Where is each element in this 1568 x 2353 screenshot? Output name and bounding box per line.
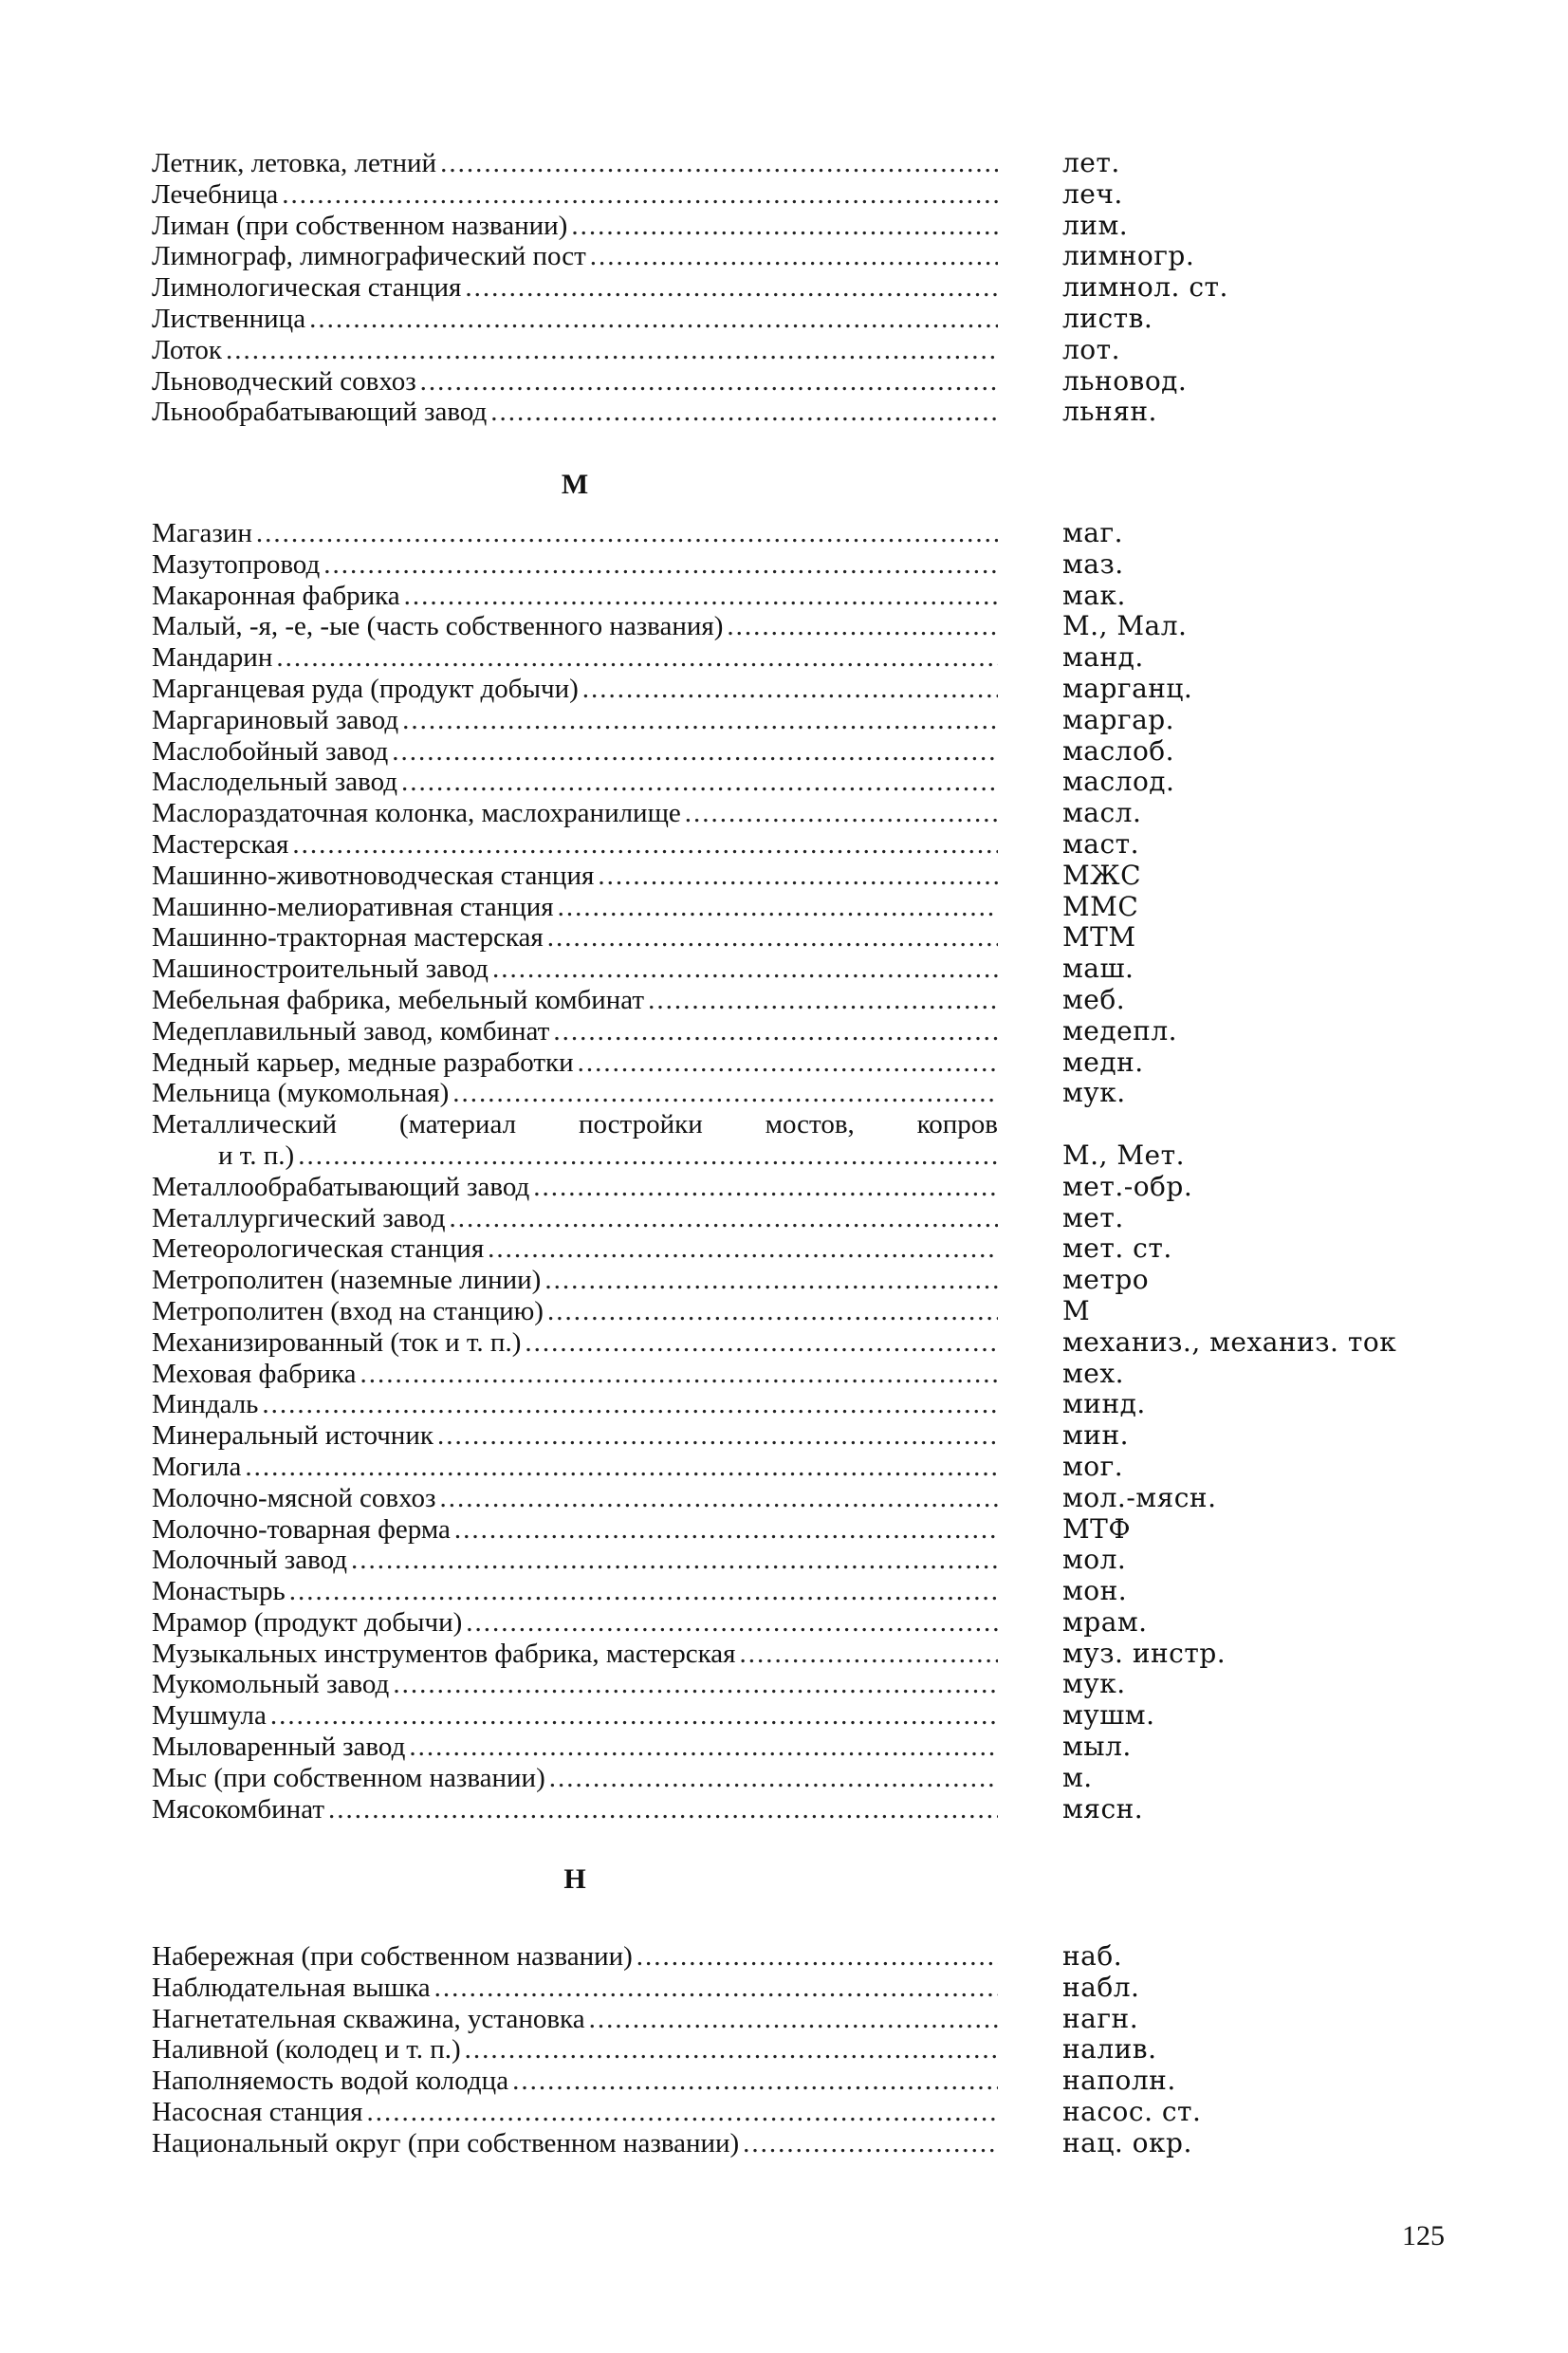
entry-term-wrap — [152, 1265, 998, 1296]
entry-term: Могила — [152, 1451, 242, 1482]
entry-term: Наливной (колодец и т. п.) — [152, 2034, 461, 2066]
entry-term-wrap — [152, 1452, 998, 1483]
entry-term-wrap — [152, 1732, 998, 1763]
entry-term-wrap — [152, 1973, 998, 2004]
entry-term: Машинно-животноводческая станция — [152, 860, 595, 891]
entry-term-wrap — [152, 366, 998, 398]
entry-term-wrap — [152, 1763, 998, 1794]
entry-term-wrap — [152, 304, 998, 335]
entry-term: Мрамор (продукт добычи) — [152, 1606, 463, 1638]
entry-term-wrap — [152, 954, 998, 985]
entry-term-wrap — [152, 736, 998, 768]
entry-term-wrap — [152, 829, 998, 861]
entry-term: Малый, -я, -е, -ые (часть собственного названия) — [152, 611, 724, 642]
entry-abbreviation: маш. — [1062, 953, 1134, 985]
entry-term-wrap — [152, 1296, 998, 1327]
dot-leader — [351, 1545, 998, 1576]
dot-leader — [440, 148, 998, 179]
entry-term-wrap — [152, 611, 998, 642]
entry-term: Наблюдательная вышка — [152, 1972, 431, 2003]
entry-term: Мельница (мукомольная) — [152, 1078, 450, 1109]
entry-term: Минеральный источник — [152, 1420, 434, 1452]
entry-row — [152, 705, 1423, 736]
entry-term-wrap — [152, 1514, 998, 1546]
entry-term: Мыловаренный завод — [152, 1732, 406, 1763]
entry-abbreviation: механиз., механиз. ток — [1062, 1325, 1397, 1358]
entry-term: Маслораздаточная колонка, маслохранилище — [152, 798, 681, 829]
entry-abbreviation: лимногр. — [1062, 240, 1195, 272]
entry-row — [152, 1359, 1423, 1390]
entry-abbreviation: льнян. — [1062, 396, 1157, 428]
dot-leader — [298, 1140, 998, 1172]
entry-abbreviation: мрам. — [1062, 1605, 1148, 1638]
entry-abbreviation: маст. — [1062, 827, 1140, 860]
entry-abbreviation: ММС — [1062, 890, 1139, 922]
dot-leader — [409, 1732, 998, 1763]
entry-term-wrap — [152, 1545, 998, 1576]
entry-abbreviation: лим. — [1062, 209, 1129, 241]
dot-leader — [226, 335, 998, 366]
dot-leader — [533, 1172, 998, 1203]
entry-row — [152, 1109, 1423, 1140]
entry-term: Металлический (материал постройки мостов, копров — [152, 1109, 998, 1140]
dot-leader — [685, 798, 998, 829]
entry-term-wrap — [152, 705, 998, 736]
entry-term: Магазин — [152, 518, 252, 548]
entry-term-wrap — [152, 211, 998, 242]
entry-term: Мастерская — [152, 828, 289, 860]
entry-term-wrap — [152, 798, 998, 829]
entry-row — [152, 1973, 1423, 2004]
dot-leader — [648, 985, 998, 1016]
dot-leader — [420, 366, 998, 398]
dot-leader — [465, 272, 998, 304]
entry-term: Медеплавильный завод, комбинат — [152, 1015, 550, 1047]
dot-leader — [571, 211, 998, 242]
entry-abbreviation: мет.-обр. — [1062, 1170, 1193, 1202]
entry-term-wrap — [152, 1047, 998, 1079]
entry-abbreviation: мук. — [1062, 1077, 1126, 1109]
entry-term: Лечебница — [152, 178, 279, 210]
entry-abbreviation: медепл. — [1062, 1014, 1178, 1047]
entry-term: Лиман (при собственном названии) — [152, 210, 568, 241]
entry-term-wrap — [152, 148, 998, 179]
entry-term: Маслодельный завод — [152, 767, 398, 798]
entry-row — [152, 1452, 1423, 1483]
entry-abbreviation: М — [1062, 1294, 1091, 1326]
entry-row — [152, 2128, 1423, 2159]
entry-abbreviation: лет. — [1062, 147, 1120, 178]
entry-term: Макаронная фабрика — [152, 580, 400, 611]
entry-term: Машинно-тракторная мастерская — [152, 922, 544, 954]
dot-leader — [270, 1700, 998, 1732]
entry-abbreviation: лот. — [1062, 333, 1121, 365]
entry-abbreviation: мук. — [1062, 1668, 1126, 1700]
entry-abbreviation: марганц. — [1062, 672, 1193, 704]
entry-row — [152, 829, 1423, 861]
dot-leader — [309, 304, 998, 335]
dot-leader — [393, 1669, 998, 1700]
entry-term-wrap — [152, 179, 998, 211]
entry-term-wrap — [152, 892, 998, 923]
dot-leader — [328, 1794, 998, 1825]
entry-term-wrap — [152, 1172, 998, 1203]
entry-term: Метрополитен (наземные линии) — [152, 1265, 542, 1296]
dot-leader — [454, 1514, 998, 1546]
entry-abbreviation: мин. — [1062, 1419, 1130, 1452]
entry-row — [152, 892, 1423, 923]
entry-abbreviation: нагн. — [1062, 2002, 1139, 2034]
entry-row — [152, 335, 1423, 366]
entry-term: Музыкальных инструментов фабрика, мастерская — [152, 1638, 736, 1669]
entry-row — [152, 304, 1423, 335]
entry-row — [152, 861, 1423, 892]
entry-row — [152, 954, 1423, 985]
dot-leader — [740, 1639, 998, 1670]
entry-row — [152, 1483, 1423, 1514]
dot-leader — [402, 705, 998, 736]
entry-row — [152, 1047, 1423, 1079]
dot-leader — [262, 1389, 998, 1420]
entry-term-wrap — [152, 1639, 998, 1670]
entry-row — [152, 674, 1423, 705]
entry-term: Мазутопровод — [152, 548, 321, 580]
entry-term: Медный карьер, медные разработки — [152, 1047, 574, 1078]
entry-term: Насосная станция — [152, 2096, 363, 2127]
entry-term: Маслобойный завод — [152, 735, 389, 767]
entry-row-continuation — [152, 1140, 1423, 1172]
entry-term: Мандарин — [152, 642, 273, 674]
entry-term: Марганцевая руда (продукт добычи) — [152, 673, 579, 704]
dot-leader — [323, 549, 998, 581]
entry-abbreviation: мыл. — [1062, 1731, 1132, 1763]
entry-term: Молочно-товарная ферма — [152, 1513, 451, 1545]
entry-row — [152, 518, 1423, 549]
entry-abbreviation: наполн. — [1062, 2065, 1176, 2097]
entry-term: Льноводческий совхоз — [152, 365, 416, 397]
entry-row — [152, 1669, 1423, 1700]
entry-row — [152, 366, 1423, 398]
entry-term-wrap — [152, 1389, 998, 1420]
entry-abbreviation: мет. ст. — [1062, 1232, 1172, 1265]
entry-row — [152, 2004, 1423, 2035]
dot-leader — [492, 954, 998, 985]
entry-term-wrap — [152, 2034, 998, 2066]
entry-term-wrap — [152, 1607, 998, 1639]
entry-term: Маргариновый завод — [152, 704, 399, 735]
entry-term-wrap — [152, 1420, 998, 1452]
entry-term-wrap — [152, 518, 998, 549]
entry-row — [152, 1732, 1423, 1763]
entry-abbreviation: маз. — [1062, 547, 1124, 580]
entry-row — [152, 581, 1423, 612]
entry-term: Лимнограф, лимнографический пост — [152, 241, 586, 272]
entry-term-wrap — [152, 1576, 998, 1607]
entry-term-wrap — [152, 1669, 998, 1700]
entry-row — [152, 611, 1423, 642]
entry-term-wrap — [152, 272, 998, 304]
entry-term-wrap — [152, 2128, 998, 2159]
section-m-list — [152, 518, 1423, 1825]
dot-leader — [439, 1483, 998, 1514]
dot-leader — [525, 1327, 998, 1359]
entry-row — [152, 1576, 1423, 1607]
dot-leader — [547, 1296, 998, 1327]
entry-abbreviation: муз. инстр. — [1062, 1637, 1227, 1669]
entry-row — [152, 397, 1423, 428]
entry-abbreviation: метро — [1062, 1264, 1150, 1296]
entry-term: Наполняемость водой колодца — [152, 2066, 509, 2097]
entry-row — [152, 211, 1423, 242]
entry-row — [152, 736, 1423, 768]
entry-term-wrap — [152, 642, 998, 674]
entry-abbreviation: МТФ — [1062, 1512, 1132, 1545]
entry-term: Национальный округ (при собственном названии) — [152, 2127, 740, 2158]
entry-row — [152, 1545, 1423, 1576]
entry-term-wrap — [152, 397, 998, 428]
dot-leader — [404, 581, 998, 612]
entry-row — [152, 1078, 1423, 1109]
dot-leader — [544, 1265, 998, 1296]
dot-leader — [578, 1047, 998, 1079]
entry-term: Молочно-мясной совхоз — [152, 1482, 436, 1513]
entry-term: Молочный завод — [152, 1545, 348, 1576]
entry-abbreviation: М., Мал. — [1062, 610, 1188, 642]
entry-abbreviation: мол. — [1062, 1544, 1127, 1576]
entry-term-wrap — [152, 1078, 998, 1109]
entry-term-wrap — [152, 1359, 998, 1390]
entry-row — [152, 1420, 1423, 1452]
dot-leader — [366, 2097, 998, 2128]
entry-row — [152, 767, 1423, 798]
entry-abbreviation: мол.-мясн. — [1062, 1481, 1217, 1513]
dot-leader — [434, 1973, 998, 2004]
entry-term-wrap — [152, 1483, 998, 1514]
entry-term-wrap — [152, 767, 998, 798]
entry-term-wrap — [152, 581, 998, 612]
entry-term: Метеорологическая станция — [152, 1233, 485, 1265]
entry-abbreviation: маслод. — [1062, 766, 1175, 798]
entry-row — [152, 1941, 1423, 1973]
entry-row — [152, 1639, 1423, 1670]
dot-leader — [392, 736, 998, 768]
entry-row — [152, 1607, 1423, 1639]
entry-abbreviation: мог. — [1062, 1450, 1124, 1482]
entry-term: Механизированный (ток и т. п.) — [152, 1326, 522, 1358]
entry-row — [152, 1265, 1423, 1296]
entry-row — [152, 549, 1423, 581]
entry-term: Мыс (при собственном названии) — [152, 1762, 545, 1793]
entry-abbreviation: минд. — [1062, 1388, 1146, 1420]
entry-term: Льнообрабатывающий завод — [152, 397, 488, 428]
dot-leader — [292, 829, 998, 861]
entry-term-continuation: и т. п.) — [218, 1139, 295, 1171]
entry-row — [152, 1794, 1423, 1825]
entry-term: Металлообрабатывающий завод — [152, 1171, 530, 1202]
entry-row — [152, 2097, 1423, 2128]
entry-term-wrap — [152, 1140, 998, 1172]
entry-term-wrap — [152, 549, 998, 581]
entry-abbreviation: нац. окр. — [1062, 2126, 1192, 2158]
entry-term-wrap — [152, 241, 998, 272]
entry-abbreviation: мех. — [1062, 1357, 1125, 1389]
entry-abbreviation: меб. — [1062, 983, 1126, 1015]
entry-row — [152, 1514, 1423, 1546]
dot-leader — [727, 611, 998, 642]
section-n-list — [152, 1941, 1423, 2159]
entry-row — [152, 1203, 1423, 1234]
entry-abbreviation: льновод. — [1062, 364, 1188, 397]
entry-abbreviation: маслоб. — [1062, 734, 1175, 767]
entry-term-wrap — [152, 1700, 998, 1732]
entry-term-wrap — [152, 1794, 998, 1825]
entry-row — [152, 1763, 1423, 1794]
entry-row — [152, 922, 1423, 954]
entry-abbreviation: набл. — [1062, 1971, 1140, 2003]
entry-abbreviation: мушм. — [1062, 1699, 1155, 1732]
entry-abbreviation: листв. — [1062, 302, 1153, 334]
entry-row — [152, 241, 1423, 272]
entry-term: Лимнологическая станция — [152, 272, 462, 304]
entry-term: Меховая фабрика — [152, 1358, 357, 1389]
entry-row — [152, 1172, 1423, 1203]
entry-row — [152, 798, 1423, 829]
dot-leader — [553, 1016, 998, 1047]
entry-abbreviation: насос. ст. — [1062, 2095, 1202, 2127]
entry-term: Машиностроительный завод — [152, 954, 489, 985]
dot-leader — [452, 1078, 998, 1109]
page-number: 125 — [1402, 2220, 1445, 2251]
entry-abbreviation: мет. — [1062, 1201, 1124, 1233]
entry-term-wrap — [152, 674, 998, 705]
entry-term-wrap — [152, 861, 998, 892]
entry-abbreviation: налив. — [1062, 2033, 1157, 2066]
dot-leader — [743, 2128, 998, 2159]
entry-term: Нагнетательная скважина, установка — [152, 2003, 585, 2034]
section-heading-n: Н — [563, 1863, 586, 1895]
dot-leader — [547, 922, 998, 954]
entry-row — [152, 179, 1423, 211]
entry-term-wrap — [152, 985, 998, 1016]
entry-term: Мушмула — [152, 1700, 267, 1732]
entry-abbreviation: маргар. — [1062, 703, 1175, 735]
entry-term: Метрополитен (вход на станцию) — [152, 1295, 544, 1326]
entry-row — [152, 985, 1423, 1016]
entry-row — [152, 1233, 1423, 1265]
dot-leader — [466, 1607, 998, 1639]
dot-leader — [360, 1359, 998, 1390]
entry-term: Миндаль — [152, 1389, 259, 1420]
entry-row — [152, 1700, 1423, 1732]
dot-leader — [256, 518, 998, 549]
dot-leader — [245, 1452, 998, 1483]
entry-term: Летник, летовка, летний — [152, 148, 437, 178]
dot-leader — [512, 2066, 998, 2097]
dot-leader — [465, 2034, 998, 2066]
entry-term: Мебельная фабрика, мебельный комбинат — [152, 984, 645, 1015]
entry-row — [152, 272, 1423, 304]
dot-leader — [558, 892, 998, 923]
entry-abbreviation: мясн. — [1062, 1792, 1144, 1825]
entry-term-wrap — [152, 1016, 998, 1047]
entry-term-wrap — [152, 2066, 998, 2097]
entry-row — [152, 1296, 1423, 1327]
entry-term-wrap — [152, 2097, 998, 2128]
entry-abbreviation: наб. — [1062, 1940, 1123, 1972]
dot-leader — [449, 1203, 998, 1234]
dot-leader — [276, 642, 998, 674]
entry-abbreviation: МЖС — [1062, 859, 1142, 891]
entry-abbreviation: мак. — [1062, 579, 1126, 611]
entry-term-wrap — [152, 2004, 998, 2035]
dot-leader — [282, 179, 998, 211]
dot-leader — [488, 1233, 998, 1265]
dot-leader — [589, 2004, 998, 2035]
dot-leader — [437, 1420, 998, 1452]
dot-leader — [598, 861, 998, 892]
entry-term: Мясокомбинат — [152, 1793, 325, 1825]
dot-leader — [636, 1941, 998, 1973]
entry-term: Монастырь — [152, 1576, 286, 1607]
entry-row — [152, 1389, 1423, 1420]
entry-abbreviation: леч. — [1062, 177, 1123, 210]
dot-leader — [582, 674, 998, 705]
dot-leader — [490, 397, 998, 428]
entry-term-wrap — [152, 1233, 998, 1265]
dot-leader — [549, 1763, 998, 1794]
dot-leader — [401, 767, 998, 798]
dot-leader — [289, 1576, 998, 1607]
entry-abbreviation: М., Мет. — [1062, 1139, 1186, 1171]
entry-term: Мукомольный завод — [152, 1669, 390, 1700]
entry-abbreviation: МТМ — [1062, 921, 1136, 954]
entry-abbreviation: лимнол. ст. — [1062, 271, 1228, 304]
entry-term: Металлургический завод — [152, 1202, 446, 1233]
entry-abbreviation: маг. — [1062, 517, 1124, 548]
entry-abbreviation: м. — [1062, 1761, 1093, 1793]
entry-abbreviation: мон. — [1062, 1575, 1128, 1607]
entry-term-wrap — [152, 922, 998, 954]
entry-row — [152, 2066, 1423, 2097]
entry-abbreviation: манд. — [1062, 641, 1144, 674]
entry-abbreviation: медн. — [1062, 1046, 1144, 1078]
entry-row — [152, 2034, 1423, 2066]
entry-term: Лоток — [152, 334, 222, 365]
entry-abbreviation: масл. — [1062, 797, 1142, 829]
section-l-list — [152, 148, 1423, 428]
dot-leader — [590, 241, 998, 272]
entry-row — [152, 642, 1423, 674]
entry-term-wrap — [152, 1941, 998, 1973]
entry-row — [152, 1016, 1423, 1047]
entry-term-wrap — [152, 1109, 998, 1140]
entry-term: Набережная (при собственном названии) — [152, 1941, 633, 1972]
section-heading-m: М — [561, 469, 589, 500]
entry-term-wrap — [152, 1203, 998, 1234]
entry-term: Лиственница — [152, 303, 306, 334]
entry-term-wrap — [152, 1327, 998, 1359]
entry-row — [152, 1327, 1423, 1359]
entry-term: Машинно-мелиоративная станция — [152, 891, 554, 922]
entry-row — [152, 148, 1423, 179]
entry-term-wrap — [152, 335, 998, 366]
